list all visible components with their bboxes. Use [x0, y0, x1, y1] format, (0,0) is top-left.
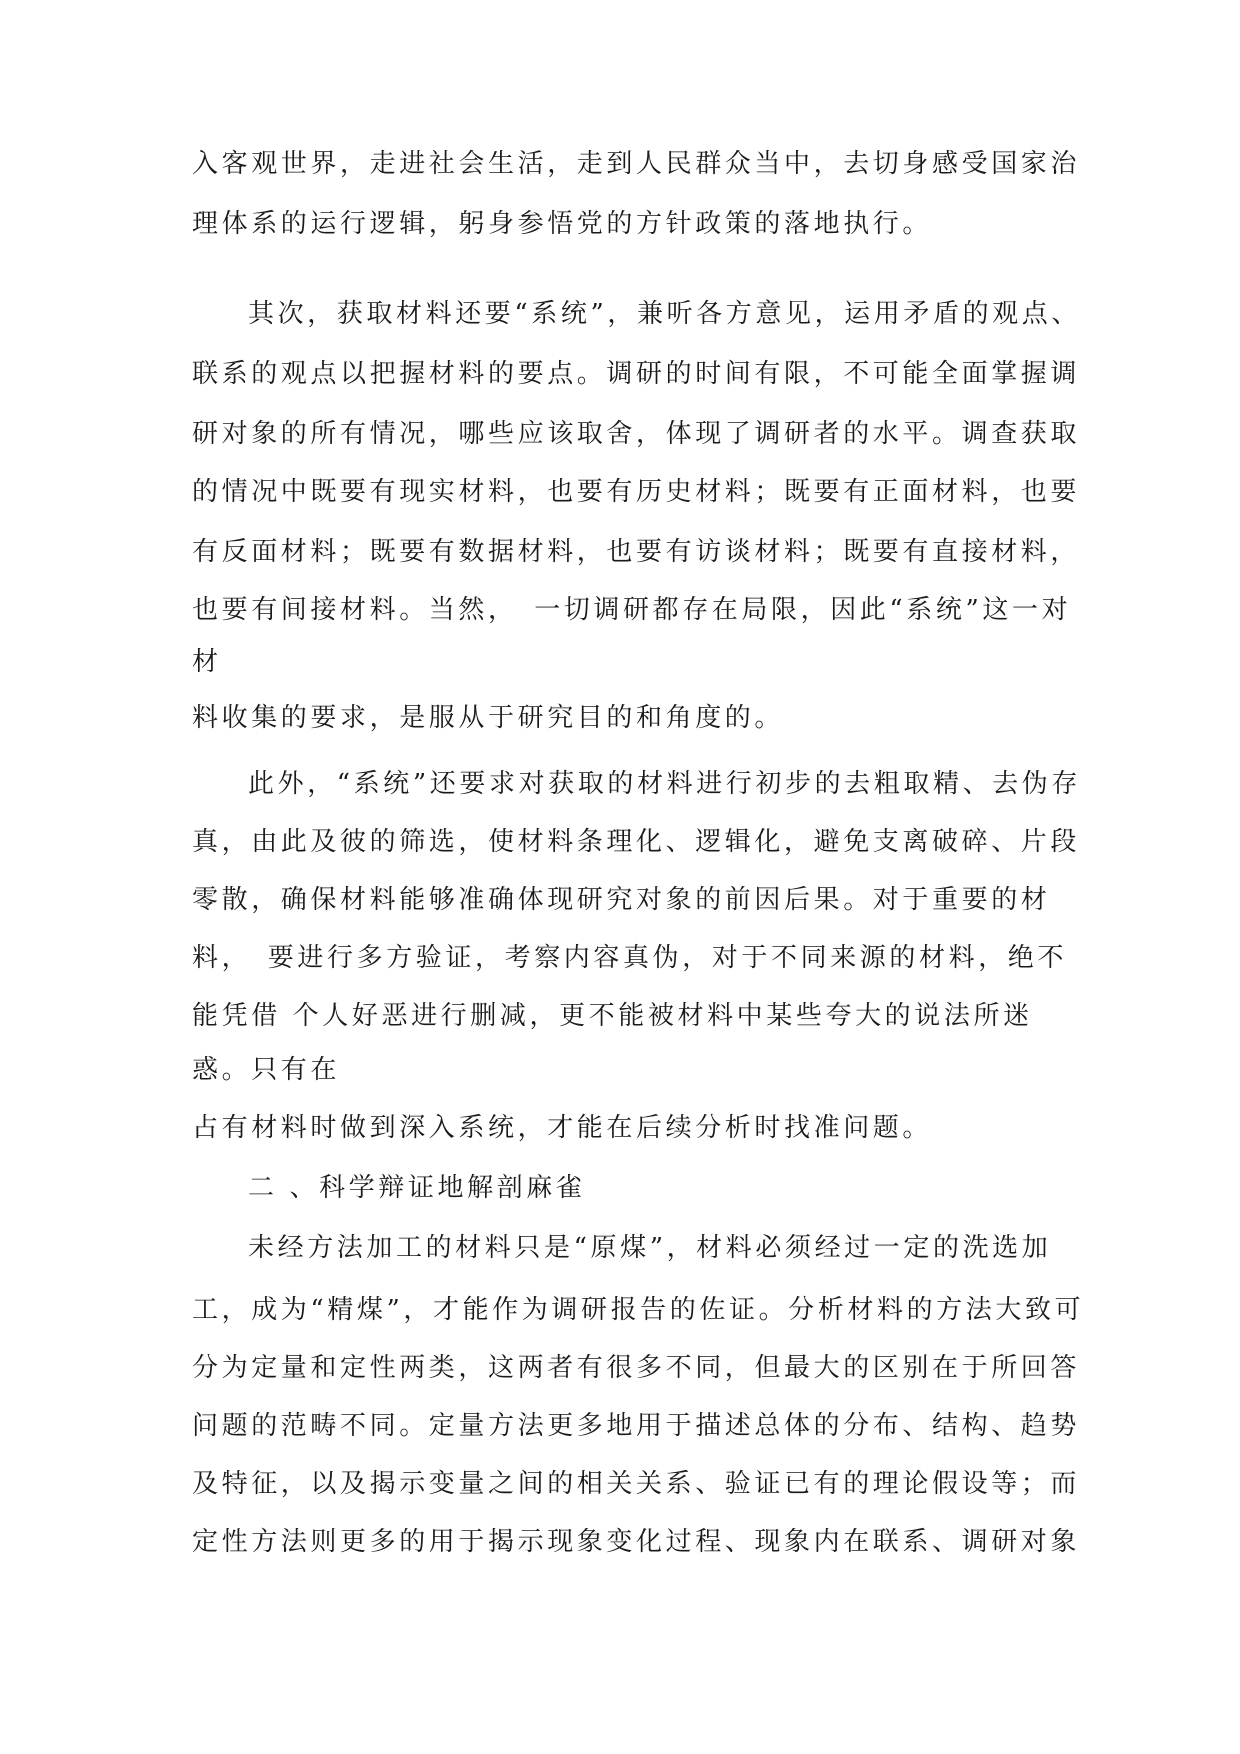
text-line: 真，由此及彼的筛选，使材料条理化、逻辑化，避免支离破碎、片段 [192, 827, 1081, 857]
text-line: 占有材料时做到深入系统，才能在后续分析时找准问题。 [192, 1113, 933, 1143]
text-line: 零散，确保材料能够准确体现研究对象的前因后果。对于重要的材 [192, 885, 1051, 915]
text-line: 定性方法则更多的用于揭示现象变化过程、现象内在联系、调研对象 [192, 1527, 1081, 1557]
paragraph-start-line: 此外，“系统”还要求对获取的材料进行初步的去粗取精、去伪存 [248, 769, 1081, 799]
text-line: 也要有间接材料。当然， 一切调研都存在局限，因此“系统”这一对 [192, 595, 1072, 625]
text-line: 联系的观点以把握材料的要点。调研的时间有限，不可能全面掌握调 [192, 359, 1081, 389]
paragraph-start-line: 其次，获取材料还要“系统”，兼听各方意见，运用矛盾的观点、 [248, 299, 1081, 329]
text-line: 工，成为“精煤”，才能作为调研报告的佐证。分析材料的方法大致可 [192, 1295, 1085, 1325]
text-line: 及特征，以及揭示变量之间的相关关系、验证已有的理论假设等；而 [192, 1469, 1081, 1499]
text-line: 料收集的要求，是服从于研究目的和角度的。 [192, 703, 785, 733]
text-line: 惑。只有在 [192, 1055, 341, 1085]
text-line: 的情况中既要有现实材料，也要有历史材料；既要有正面材料，也要 [192, 477, 1081, 507]
text-line: 理体系的运行逻辑，躬身参悟党的方针政策的落地执行。 [192, 209, 933, 239]
paragraph-start-line: 未经方法加工的材料只是“原煤”，材料必须经过一定的洗选加 [248, 1233, 1052, 1263]
text-line: 材 [192, 647, 222, 677]
text-line: 分为定量和定性两类，这两者有很多不同，但最大的区别在于所回答 [192, 1353, 1081, 1383]
section-heading: 二 、科学辩证地解剖麻雀 [248, 1173, 586, 1203]
text-line: 研对象的所有情况，哪些应该取舍，体现了调研者的水平。调查获取 [192, 419, 1081, 449]
text-line: 入客观世界，走进社会生活，走到人民群众当中，去切身感受国家治 [192, 149, 1081, 179]
text-line: 料， 要进行多方验证，考察内容真伪，对于不同来源的材料，绝不 [192, 943, 1068, 973]
text-line: 有反面材料；既要有数据材料，也要有访谈材料；既要有直接材料， [192, 537, 1081, 567]
text-line: 问题的范畴不同。定量方法更多地用于描述总体的分布、结构、趋势 [192, 1411, 1081, 1441]
text-line: 能凭借 个人好恶进行删减，更不能被材料中某些夸大的说法所迷 [192, 1001, 1033, 1031]
